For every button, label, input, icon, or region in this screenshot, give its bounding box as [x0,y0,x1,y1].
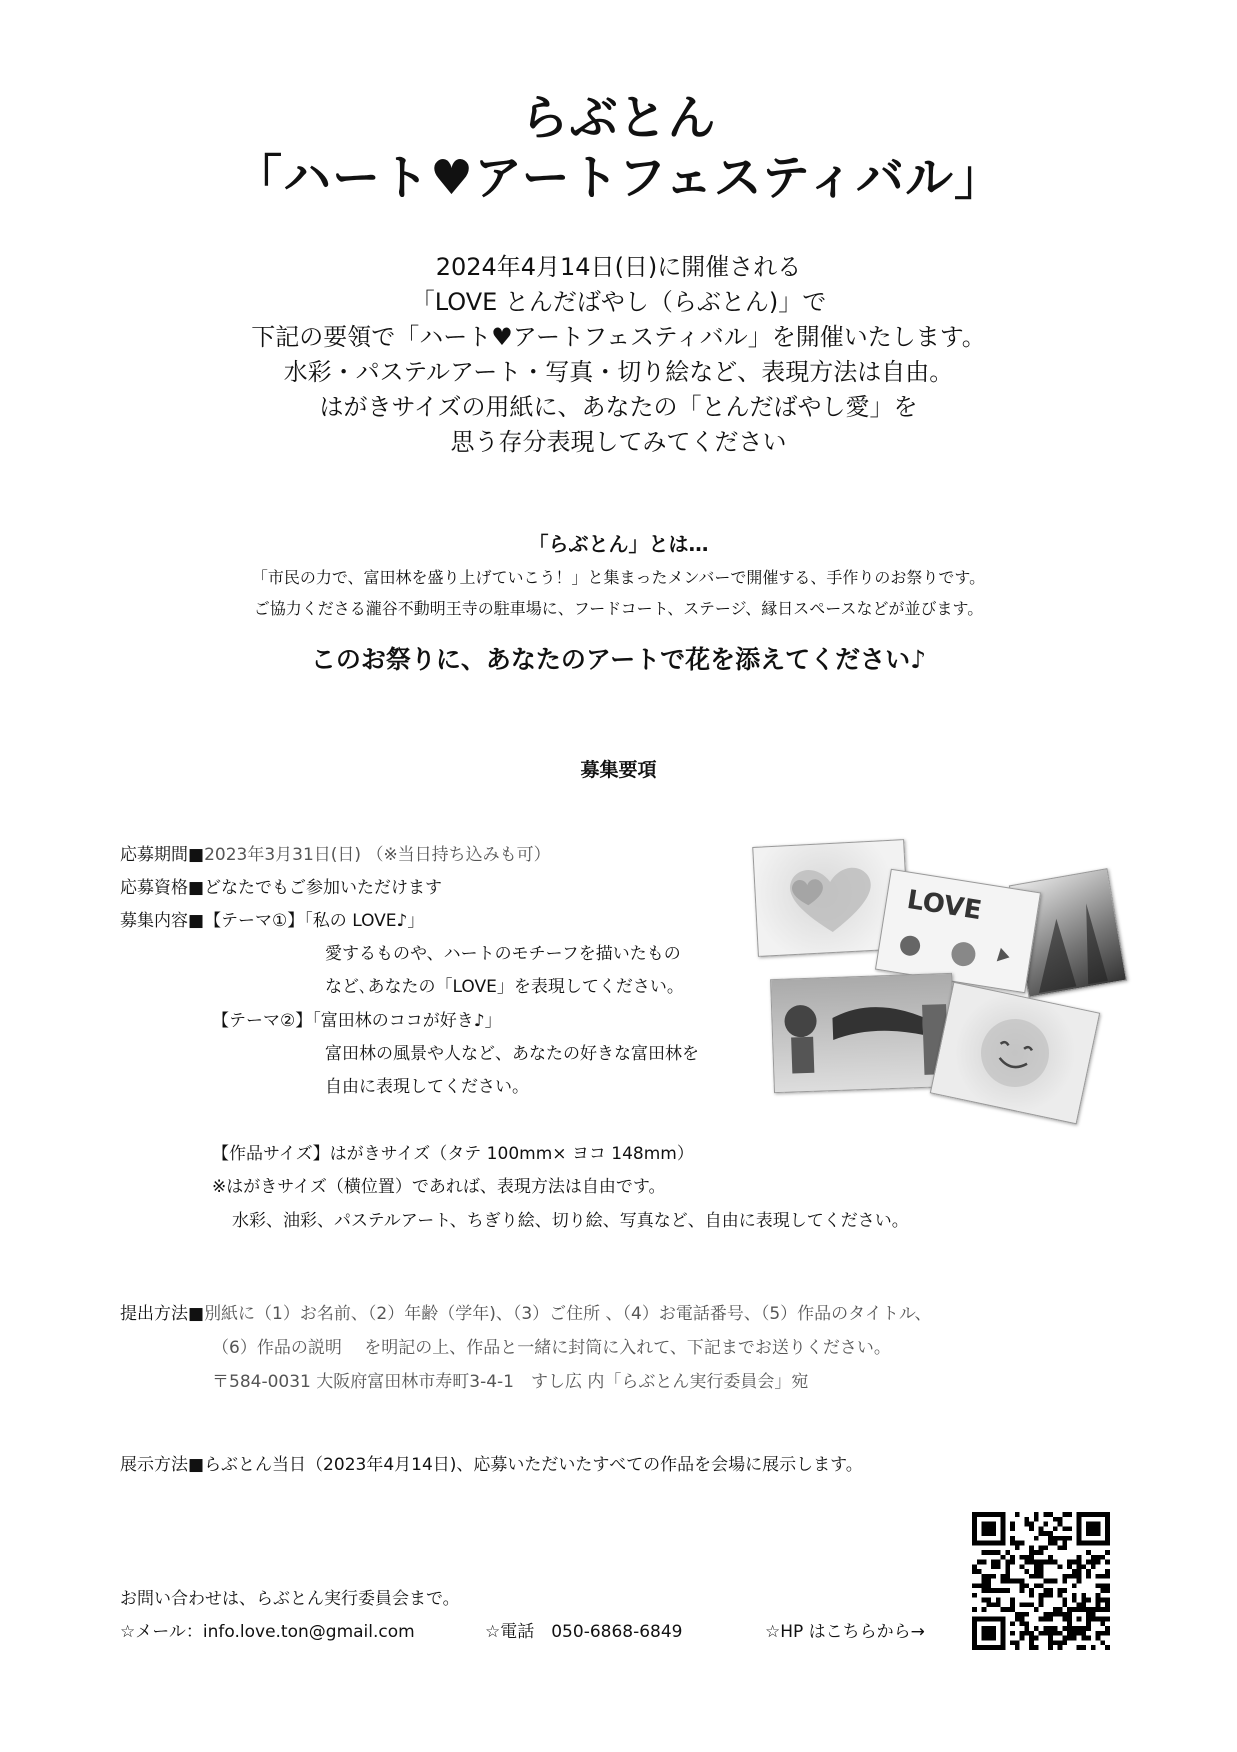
size-line: 【作品サイズ】はがきサイズ（タテ 100mm× ヨコ 148mm） [212,1144,694,1164]
contact-hp[interactable]: ☆HP はこちらから→ [765,1622,925,1642]
display-text: らぶとん当日（2023年4月14日)、応募いただいたすべての作品を会場に展示します。 [204,1455,863,1475]
theme1-desc: など､あなたの「LOVE」を表現してください。 [325,977,684,997]
page-title: らぶとん [520,90,717,146]
theme1-title: 【テーマ①】「私の LOVE♪」 [204,911,425,931]
size-note: 水彩、油彩、パステルアート、ちぎり絵、切り絵、写真など、自由に表現してください。 [232,1211,909,1231]
eligibility-label: 応募資格■ [120,878,205,898]
intro-line: 下記の要領で「ハート♥アートフェスティバル」を開催いたします。 [251,323,986,351]
submission-address: 〒584-0031 大阪府富田林市寿町3-4-1 すし広 内「らぶとん実行委員会」宛 [212,1372,809,1392]
contact-mail[interactable]: ☆メール：info.love.ton@gmail.com [120,1622,415,1642]
size-note: ※はがきサイズ（横位置）であれば、表現方法は自由です。 [212,1177,666,1197]
qr-code-icon[interactable] [972,1512,1110,1650]
theme1-desc: 愛するものや、ハートのモチーフを描いたもの [325,944,681,964]
about-line: ご協力くださる瀧谷不動明王寺の駐車場に、フードコート、ステージ、縁日スペースなどが並びます。 [253,599,984,618]
section-heading: 募集要項 [580,759,657,781]
submission-line: 別紙に（1）お名前、（2）年齢（学年)、（3）ご住所 、（4）お電話番号、（5）作品のタイトル、 [204,1304,932,1324]
contact-line: お問い合わせは、らぶとん実行委員会まで。 [120,1589,460,1609]
love-card-text: LOVE [904,884,984,927]
intro-line: 2024年4月14日(日)に開催される [435,253,802,281]
artwork-collage [750,838,1120,1118]
theme2-desc: 富田林の風景や人など、あなたの好きな富田林を [325,1044,699,1064]
theme2-title: 【テーマ②】「富田林のココが好き♪」 [212,1011,502,1031]
intro-line: はがきサイズの用紙に、あなたの「とんだばやし愛」を [319,393,918,421]
smiling-sun-photo [930,982,1100,1125]
theme2-desc: 自由に表現してください。 [325,1077,529,1097]
submission-label: 提出方法■ [120,1304,205,1324]
intro-line: 水彩・パステルアート・写真・切り絵など、表現方法は自由。 [283,358,954,386]
submission-row [120,1303,931,1325]
period-label: 応募期間■ [120,845,205,865]
figure-icon [771,974,955,1092]
contact-phone[interactable]: ☆電話 050-6868-6849 [485,1622,683,1642]
display-label: 展示方法■ [120,1455,205,1475]
eligibility-value: どなたでもご参加いただけます [204,878,443,898]
about-heading: 「らぶとん」とは… [528,532,709,556]
period-value: 2023年3月31日(日) （※当日持ち込みも可） [204,845,551,865]
intro-block [0,250,1237,460]
period-row [120,844,551,866]
content-label: 募集内容■ [120,911,205,931]
festival-title: 「ハート♥アートフェスティバル」 [234,150,1003,206]
qr-code[interactable] [972,1512,1110,1650]
catchphrase: このお祭りに、あなたのアートで花を添えてください♪ [310,645,927,674]
display-row [120,1454,863,1476]
content-row [120,910,424,932]
intro-line: 思う存分表現してみてください [450,428,787,456]
child-drawing-photo [770,973,956,1093]
intro-line: 「LOVE とんだばやし（らぶとん)」で [410,288,827,316]
smiley-icon [931,983,1099,1123]
submission-line: （6）作品の説明 を明記の上、作品と一緒に封筒に入れて、下記までお送りください。 [212,1338,891,1358]
about-line: 「市民の力で、富田林を盛り上げていこう！」と集まったメンバーで開催する、手作りのお祭りです。 [251,568,986,587]
eligibility-row [120,877,442,899]
